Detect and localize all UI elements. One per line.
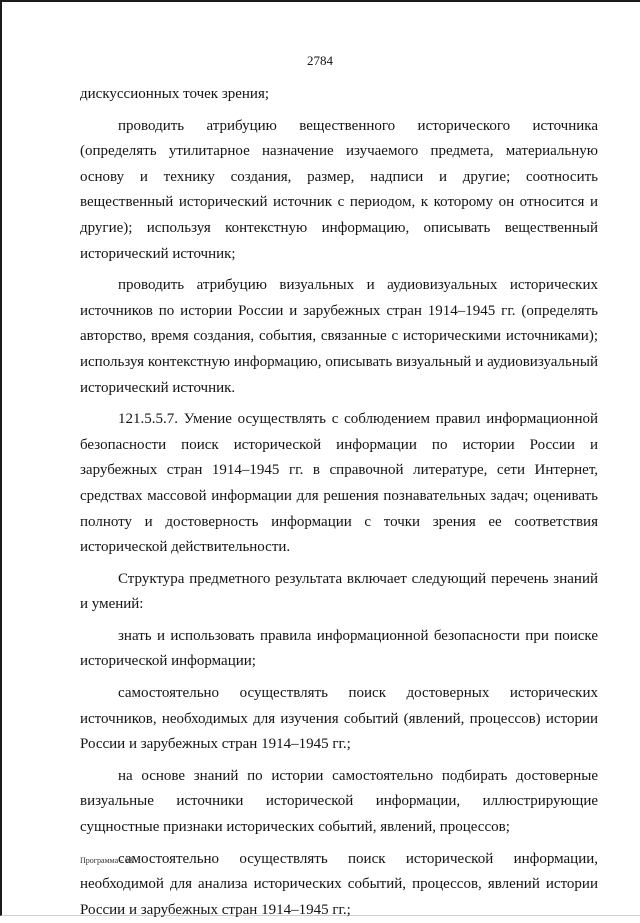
paragraph-5: Структура предметного результата включает следующий перечень знаний и умений: — [80, 570, 598, 613]
paragraph-8: на основе знаний по истории самостоятельно подбирать достоверные визуальные источники исторической информации, иллюстрирующие сущностные признаки исторических событий, явлений, процессов; — [80, 767, 598, 836]
paragraph-9: самостоятельно осуществлять поиск исторической информации, необходимой для анализа исторических событий, процессов, явлений истории России и зарубежных стран 1914–1945 гг.; — [80, 850, 598, 918]
paragraph-6: знать и использовать правила информационной безопасности при поиске исторической информации; — [80, 627, 598, 670]
paragraph-4: 121.5.5.7. Умение осуществлять с соблюдением правил информационной безопасности поиск исторической информации по истории России и зарубежных стран 1914–1945 гг. в справочной литературе, сети Интернет, средствах массовой информации для решения познавательных задач; оценивать полноту и достоверность информации с точки зрения ее соответствия исторической действительности. — [80, 411, 598, 556]
document-body — [80, 82, 598, 923]
paragraph-1: дискуссионных точек зрения; — [80, 86, 270, 102]
paragraph-3: проводить атрибуцию визуальных и аудиовизуальных исторических источников по истории России и зарубежных стран 1914–1945 гг. (определять авторство, время создания, события, связанные с историческими источниками); используя контекстную информацию, описывать визуальный и аудиовизуальный исторический источник. — [80, 277, 598, 396]
paragraph-7: самостоятельно осуществлять поиск достоверных исторических источников, необходимых для изучения событий (явлений, процессов) истории России и зарубежных стран 1914–1945 гг.; — [80, 685, 598, 753]
page-number: 2784 — [307, 53, 333, 68]
paragraph-2: проводить атрибуцию вещественного исторического источника (определять утилитарное назначение изучаемого предмета, материальную основу и технику создания, размер, надписи и другие; соотносить вещественный исторический источник с периодом, к которому он относится и другие); используя контекстную информацию, описывать вещественный исторический источник; — [80, 117, 598, 262]
footer-label: Программа - 03 — [80, 856, 133, 865]
